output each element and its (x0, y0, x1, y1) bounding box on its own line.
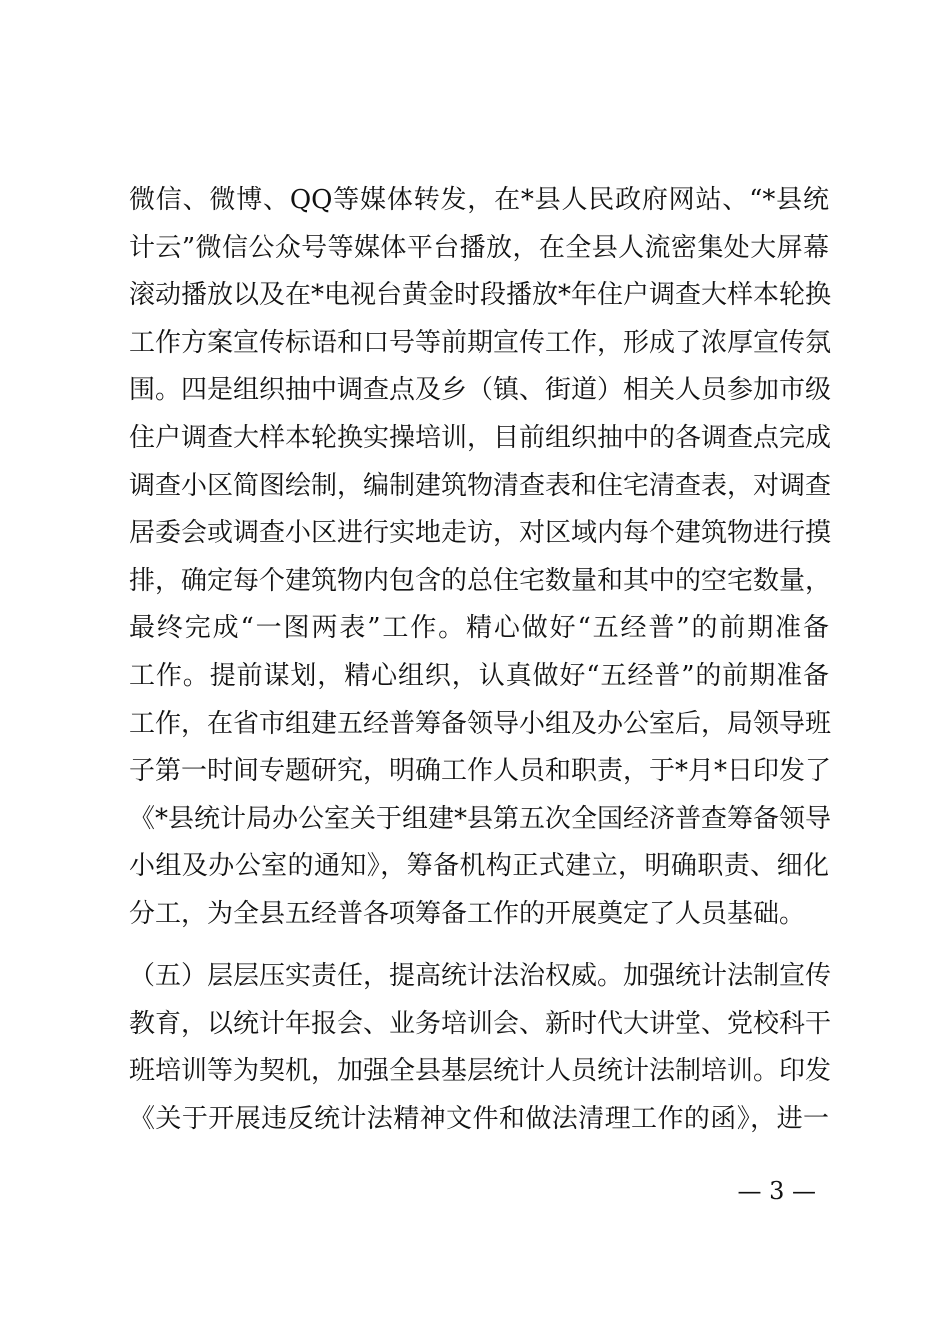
text-line: 班培训等为契机，加强全县基层统计人员统计法制培训。印发 (129, 1056, 832, 1087)
paragraph-2 (129, 953, 832, 1143)
text-line: 滚动播放以及在*电视台黄金时段播放*年住户调查大样本轮换 (129, 280, 832, 311)
page-number: — 3 — (737, 1177, 816, 1205)
text-line: 计云”微信公众号等媒体平台播放，在全县人流密集处大屏幕 (129, 232, 829, 263)
text-line: 工作。提前谋划，精心组织，认真做好“五经普”的前期准备 (129, 660, 829, 691)
text-line: 最终完成“一图两表”工作。精心做好“五经普”的前期准备 (129, 613, 829, 644)
text-line: （五）层层压实责任，提高统计法治权威。加强统计法制宣传 (129, 961, 832, 991)
text-line: 围。四是组织抽中调查点及乡（镇、街道）相关人员参加市级 (129, 375, 832, 406)
text-line: 排，确定每个建筑物内包含的总住宅数量和其中的空宅数量， (129, 565, 832, 596)
text-line: 小组及办公室的通知》，筹备机构正式建立，明确职责、细化 (129, 851, 829, 882)
text-line: 子第一时间专题研究，明确工作人员和职责，于*月*日印发了 (129, 756, 832, 787)
text-line: 微信、微博、QQ等媒体转发，在*县人民政府网站、“*县统 (129, 185, 829, 215)
text-line: 调查小区简图绘制，编制建筑物清查表和住宅清查表，对调查 (129, 470, 832, 501)
text-line: 《关于开展违反统计法精神文件和做法清理工作的函》，进一 (129, 1103, 829, 1134)
text-line: 分工，为全县五经普各项筹备工作的开展奠定了人员基础。 (129, 898, 806, 929)
text-line: 居委会或调查小区进行实地走访，对区域内每个建筑物进行摸 (129, 518, 832, 549)
text-line: 住户调查大样本轮换实操培训，目前组织抽中的各调查点完成 (129, 422, 832, 453)
text-line: 工作，在省市组建五经普筹备领导小组及办公室后，局领导班 (129, 708, 832, 739)
text-line: 《*县统计局办公室关于组建*县第五次全国经济普查筹备领导 (129, 803, 832, 834)
paragraph-1 (129, 177, 832, 939)
text-line: 工作方案宣传标语和口号等前期宣传工作，形成了浓厚宣传氛 (129, 327, 832, 358)
text-line: 教育，以统计年报会、业务培训会、新时代大讲堂、党校科干 (129, 1008, 832, 1039)
